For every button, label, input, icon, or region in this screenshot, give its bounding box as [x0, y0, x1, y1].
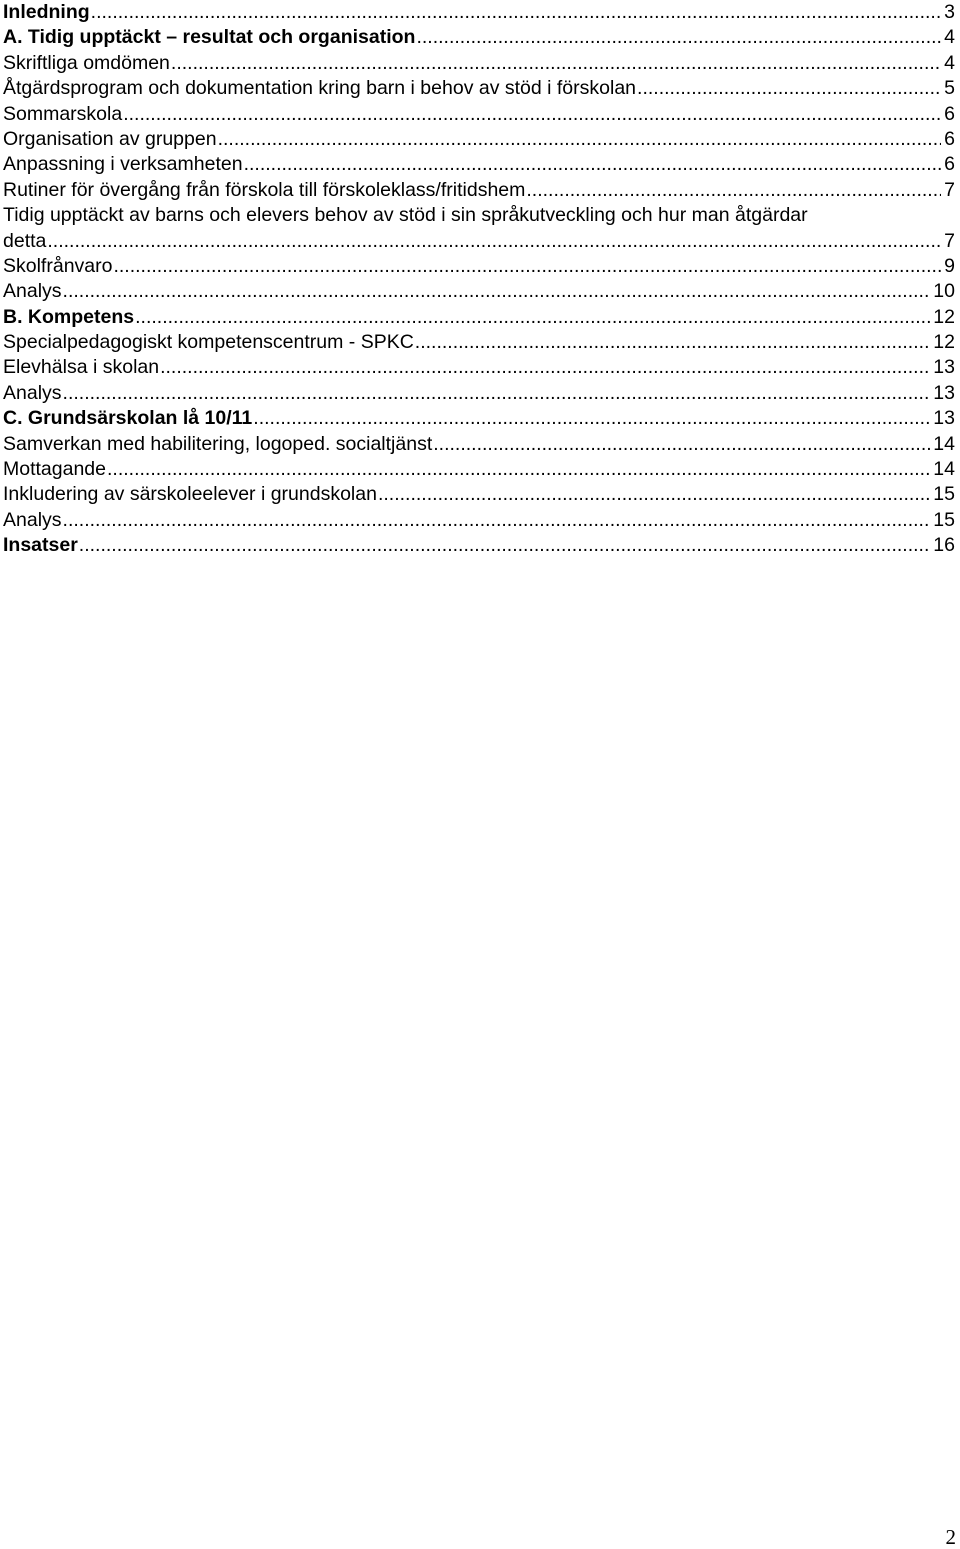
toc-entry-page: 4 — [944, 51, 955, 74]
toc-dot-leader — [637, 76, 941, 101]
toc-entry-title: Insatser — [3, 534, 78, 557]
toc-entry-title: Organisation av gruppen — [3, 127, 217, 150]
toc-dot-leader — [416, 25, 941, 50]
toc-entry-title: Samverkan med habilitering, logoped. socialtjänst — [3, 432, 433, 455]
toc-entry-title: Skolfrånvaro — [3, 254, 113, 277]
toc-entry-title: Mottagande — [3, 458, 106, 481]
toc-entry-title: Åtgärdsprogram och dokumentation kring barn i behov av stöd i förskolan — [3, 77, 637, 100]
toc-dot-leader — [123, 102, 941, 127]
toc-entry-page: 3 — [944, 0, 955, 23]
toc-entry-mottagande[interactable] — [3, 457, 955, 482]
toc-entry-skolfranvaro[interactable] — [3, 254, 955, 279]
toc-dot-leader — [378, 482, 930, 507]
toc-entry-analys-c[interactable] — [3, 508, 955, 533]
toc-entry-page: 13 — [933, 407, 955, 430]
toc-dot-leader — [113, 254, 941, 279]
page-number: 2 — [945, 1525, 956, 1549]
toc-dot-leader — [171, 51, 941, 76]
toc-entry-elevhalsa[interactable] — [3, 355, 955, 380]
toc-entry-title: Inledning — [3, 0, 90, 23]
toc-entry-page: 16 — [933, 534, 955, 557]
toc-entry-page: 6 — [944, 153, 955, 176]
toc-entry-title: Specialpedagogiskt kompetenscentrum - SPKC — [3, 331, 414, 354]
toc-entry-inledning[interactable] — [3, 0, 955, 25]
toc-dot-leader — [107, 457, 930, 482]
toc-entry-title: Elevhälsa i skolan — [3, 356, 160, 379]
toc-entry-organisation-av-gruppen[interactable] — [3, 127, 955, 152]
toc-entry-title: Sommarskola — [3, 102, 123, 125]
toc-entry-title: C. Grundsärskolan lå 10/11 — [3, 407, 253, 430]
toc-entry-page: 13 — [933, 381, 955, 404]
toc-entry-anpassning[interactable] — [3, 152, 955, 177]
toc-dot-leader — [244, 152, 942, 177]
toc-entry-tidig-upptackt-section[interactable] — [3, 25, 955, 50]
toc-entry-samverkan[interactable] — [3, 432, 955, 457]
toc-entry-page: 12 — [933, 305, 955, 328]
toc-entry-analys-b[interactable] — [3, 381, 955, 406]
toc-entry-page: 6 — [944, 102, 955, 125]
toc-entry-title: Anpassning i verksamheten — [3, 153, 243, 176]
toc-dot-leader — [79, 533, 931, 558]
toc-entry-page: 9 — [944, 254, 955, 277]
toc-entry-page: 14 — [933, 432, 955, 455]
toc-dot-leader — [253, 406, 930, 431]
toc-dot-leader — [63, 279, 931, 304]
toc-dot-leader — [433, 432, 930, 457]
toc-entry-title: Rutiner för övergång från förskola till förskoleklass/fritidshem — [3, 178, 526, 201]
toc-entry-page: 6 — [944, 127, 955, 150]
toc-dot-leader — [63, 508, 931, 533]
toc-entry-page: 14 — [933, 458, 955, 481]
toc-dot-leader — [135, 305, 930, 330]
toc-entry-title: B. Kompetens — [3, 305, 135, 328]
toc-dot-leader — [160, 355, 930, 380]
toc-entry-insatser[interactable] — [3, 533, 955, 558]
toc-entry-title: A. Tidig upptäckt – resultat och organisation — [3, 26, 416, 49]
toc-entry-title-line-2: detta — [3, 229, 47, 252]
toc-entry-page: 5 — [944, 77, 955, 100]
toc-entry-title: Skriftliga omdömen — [3, 51, 170, 74]
toc-entry-page: 12 — [933, 331, 955, 354]
toc-entry-page: 13 — [933, 356, 955, 379]
toc-entry-title: Analys — [3, 381, 62, 404]
toc-entry-sommarskola[interactable] — [3, 102, 955, 127]
toc-entry-inkludering[interactable] — [3, 482, 955, 507]
toc-entry-page: 7 — [944, 178, 955, 201]
toc-entry-grundsarskolan-section[interactable] — [3, 406, 955, 431]
toc-entry-page: 15 — [933, 483, 955, 506]
toc-entry-rutiner[interactable] — [3, 178, 955, 203]
toc-entry-kompetens-section[interactable] — [3, 305, 955, 330]
toc-dot-leader — [526, 178, 941, 203]
toc-entry-page: 15 — [933, 508, 955, 531]
toc-dot-leader — [91, 0, 941, 25]
toc-entry-page: 4 — [944, 26, 955, 49]
toc-entry-title: Analys — [3, 280, 62, 303]
toc-dot-leader — [47, 229, 941, 254]
toc-entry-title: Analys — [3, 508, 62, 531]
toc-entry-skriftliga-omdomen[interactable] — [3, 51, 955, 76]
toc-dot-leader — [218, 127, 942, 152]
toc-entry-analys-a[interactable] — [3, 279, 955, 304]
toc-dot-leader — [63, 381, 931, 406]
toc-entry-atgardsprogram[interactable] — [3, 76, 955, 101]
toc-entry-tidig-upptackt-sprakutveckling[interactable] — [3, 203, 955, 254]
toc-entry-spkc[interactable] — [3, 330, 955, 355]
toc-dot-leader — [415, 330, 931, 355]
toc-entry-title: Inkludering av särskoleelever i grundskolan — [3, 483, 377, 506]
toc-entry-title-line-1: Tidig upptäckt av barns och elevers behov av stöd i sin språkutveckling och hur man åtgärdar — [3, 204, 808, 227]
table-of-contents — [3, 0, 955, 559]
toc-entry-page: 7 — [944, 229, 955, 252]
toc-entry-page: 10 — [933, 280, 955, 303]
